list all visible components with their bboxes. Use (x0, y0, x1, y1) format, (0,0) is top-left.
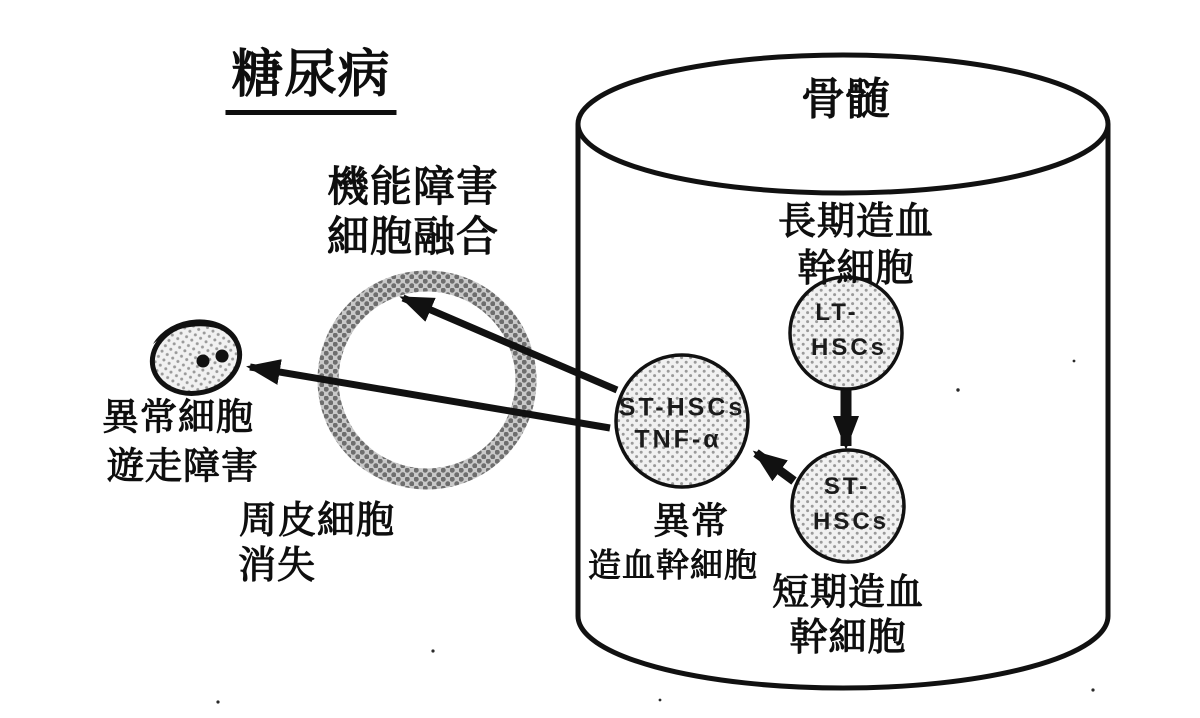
diabetes-title: 糖尿病 (225, 49, 396, 115)
pericyte-loss-label-line2: 消失 (237, 545, 317, 587)
arrow-abnormal-to-cell (250, 367, 610, 428)
st-hsc-cell-text-line1: ST- (823, 473, 871, 500)
bone-marrow-label: 骨髄 (801, 75, 891, 124)
st-hsc-cell (792, 450, 904, 562)
abnormal-hsc-cell-text-line2: TNF-α (634, 425, 722, 454)
migrating-cell-granule (197, 355, 210, 368)
pericyte-loss-label-line1: 周皮細胞 (238, 500, 396, 542)
vessel-dysfunction-label-line2: 細胞融合 (326, 213, 500, 260)
migrating-cell-label-line1: 異常細胞 (102, 396, 254, 438)
lt-hsc-cell (790, 277, 902, 389)
migrating-cell-body (146, 315, 247, 402)
arrow-st-to-abnormal (756, 453, 794, 481)
abnormal-hsc-cell-text-line1: ST-HSCs (618, 393, 746, 422)
migrating-cell (146, 315, 247, 402)
st-hsc-cell-text-line2: HSCs (812, 508, 890, 535)
lt-hsc-cell-text-line2: HSCs (810, 334, 888, 361)
abnormal-hsc-name-line1: 異常 (653, 500, 729, 542)
migrating-cell-granule (216, 350, 229, 363)
st-hsc-name-line1: 短期造血 (772, 571, 924, 613)
lt-hsc-name-line2: 幹細胞 (797, 248, 915, 290)
lt-hsc-cell-text-line1: LT- (815, 299, 859, 326)
lt-hsc-name-line1: 長期造血 (777, 201, 935, 243)
vessel-dysfunction-label-line1: 機能障害 (326, 163, 500, 210)
abnormal-hsc-name-line2: 造血幹細胞 (588, 546, 758, 584)
migrating-cell-label-line2: 遊走障害 (107, 445, 259, 487)
st-hsc-name-line2: 幹細胞 (789, 617, 907, 659)
